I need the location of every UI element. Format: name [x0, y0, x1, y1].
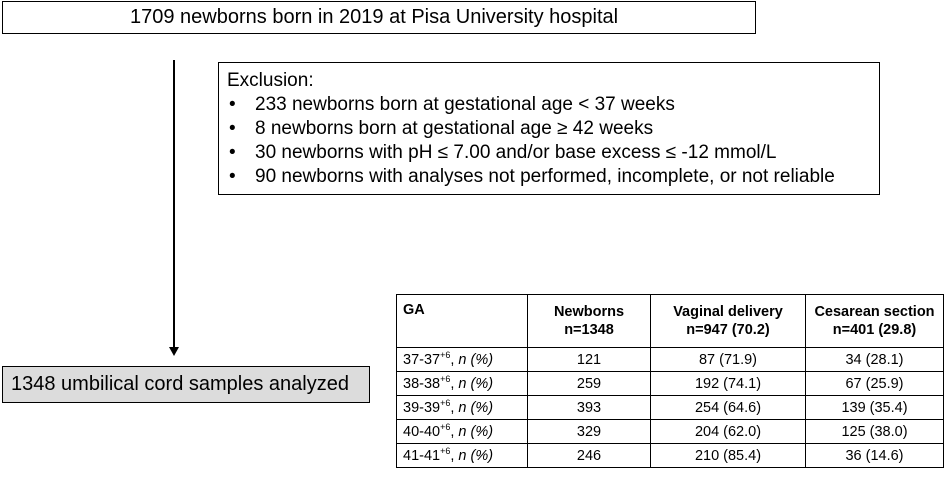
exclusion-item: [227, 165, 879, 189]
cell-cesarean: 36 (14.6): [806, 444, 944, 468]
ga-unit: n (%): [458, 375, 494, 392]
bullet-glyph: •: [229, 94, 236, 115]
table-row: [397, 444, 944, 468]
ga-days-sup: +6: [440, 445, 451, 456]
header-cesarean: [806, 295, 944, 348]
bullet-glyph: •: [229, 166, 236, 187]
exclusion-item: [227, 117, 879, 141]
ga-range: 40-40: [403, 423, 441, 440]
ga-separator: ,: [450, 375, 459, 392]
total-newborns-box: [2, 1, 756, 34]
exclusion-list: [227, 93, 879, 189]
exclusion-item: [227, 141, 879, 165]
cell-vaginal: 254 (64.6): [651, 396, 806, 420]
flow-arrow-line: [173, 60, 175, 348]
cell-ga: [397, 444, 528, 468]
ga-unit: n (%): [458, 447, 494, 464]
cell-newborns: 393: [528, 396, 651, 420]
ga-unit: n (%): [458, 351, 494, 368]
exclusion-item-text: 233 newborns born at gestational age < 37 weeks: [255, 94, 675, 115]
exclusion-item: [227, 93, 879, 117]
cell-vaginal: 204 (62.0): [651, 420, 806, 444]
exclusion-title: Exclusion:: [227, 70, 314, 91]
cell-ga: [397, 372, 528, 396]
ga-days-sup: +6: [440, 421, 451, 432]
header-newborns: [528, 295, 651, 348]
table-header-row: [397, 295, 944, 348]
table-row: [397, 396, 944, 420]
cell-cesarean: 34 (28.1): [806, 348, 944, 372]
cell-ga: [397, 348, 528, 372]
table-row: [397, 372, 944, 396]
header-cesarean-label: Cesarean section: [814, 304, 935, 320]
analyzed-samples-text: 1348 umbilical cord samples analyzed: [11, 373, 349, 395]
table-body: [397, 348, 944, 468]
table-row: [397, 348, 944, 372]
header-newborns-count: n=1348: [564, 322, 614, 338]
ga-unit: n (%): [458, 423, 494, 440]
cell-ga: [397, 396, 528, 420]
header-vaginal-count: n=947 (70.2): [686, 322, 770, 338]
cell-newborns: 259: [528, 372, 651, 396]
cell-newborns: 329: [528, 420, 651, 444]
ga-days-sup: +6: [440, 397, 451, 408]
cell-newborns: 121: [528, 348, 651, 372]
ga-unit: n (%): [458, 399, 494, 416]
analyzed-samples-box: [2, 366, 370, 403]
header-vaginal-label: Vaginal delivery: [673, 304, 783, 320]
cell-cesarean: 67 (25.9): [806, 372, 944, 396]
ga-separator: ,: [450, 351, 459, 368]
cell-vaginal: 192 (74.1): [651, 372, 806, 396]
cell-vaginal: 87 (71.9): [651, 348, 806, 372]
bullet-glyph: •: [229, 142, 236, 163]
header-newborns-label: Newborns: [553, 304, 625, 320]
header-cesarean-count: n=401 (29.8): [832, 322, 917, 338]
ga-range: 37-37: [403, 351, 441, 368]
ga-range: 39-39: [403, 399, 441, 416]
ga-range: 41-41: [403, 447, 441, 464]
cell-vaginal: 210 (85.4): [651, 444, 806, 468]
bullet-glyph: •: [229, 118, 236, 139]
ga-separator: ,: [450, 399, 459, 416]
exclusion-item-text: 30 newborns with pH ≤ 7.00 and/or base excess ≤ -12 mmol/L: [255, 142, 777, 163]
ga-separator: ,: [450, 423, 459, 440]
header-ga: GA: [397, 295, 528, 348]
flow-arrow-head: [169, 347, 179, 356]
ga-days-sup: +6: [440, 373, 451, 384]
table-row: [397, 420, 944, 444]
header-vaginal: [651, 295, 806, 348]
exclusion-item-text: 90 newborns with analyses not performed, incomplete, or not reliable: [255, 166, 835, 187]
cell-newborns: 246: [528, 444, 651, 468]
exclusion-box: [218, 62, 880, 195]
ga-separator: ,: [450, 447, 459, 464]
exclusion-item-text: 8 newborns born at gestational age ≥ 42 weeks: [255, 118, 654, 139]
ga-distribution-table: [396, 294, 944, 468]
cell-cesarean: 139 (35.4): [806, 396, 944, 420]
total-newborns-text: 1709 newborns born in 2019 at Pisa University hospital: [130, 6, 619, 28]
ga-days-sup: +6: [440, 349, 451, 360]
cell-cesarean: 125 (38.0): [806, 420, 944, 444]
cell-ga: [397, 420, 528, 444]
ga-range: 38-38: [403, 375, 441, 392]
